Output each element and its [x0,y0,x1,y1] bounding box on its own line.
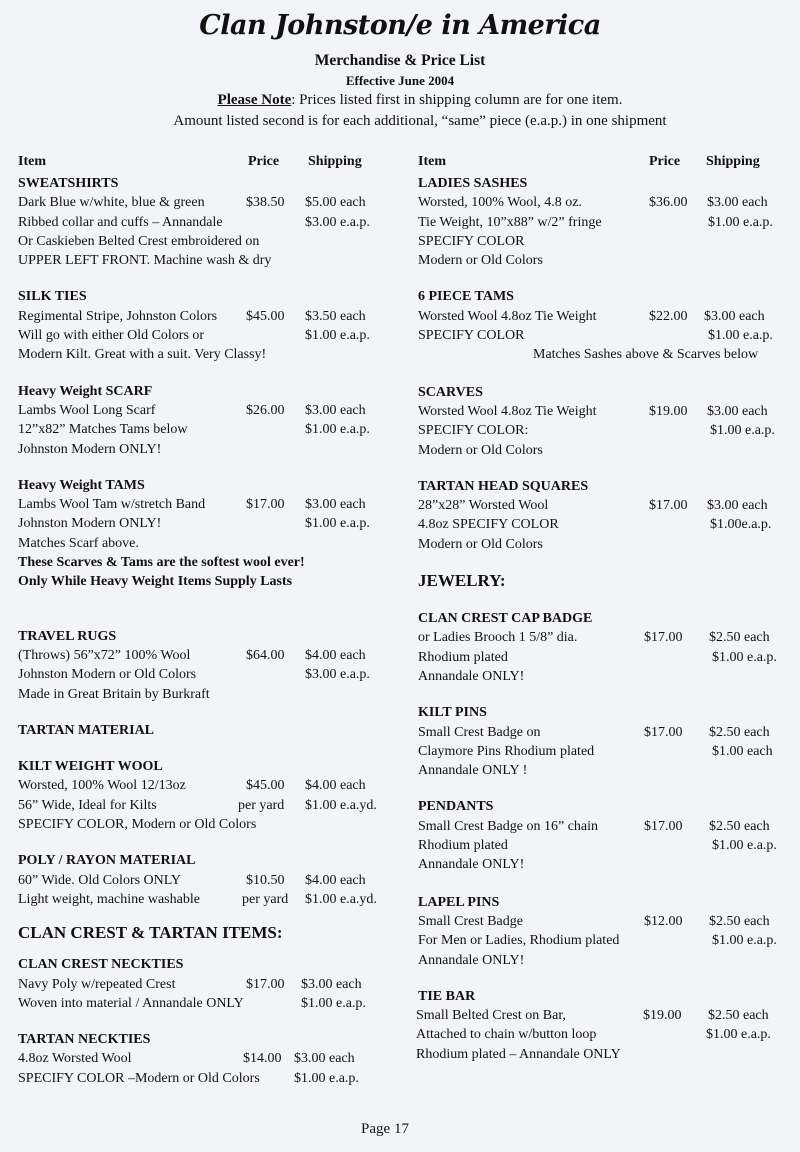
section-poly-rayon [18,851,400,909]
item-desc: SPECIFY COLOR, Modern or Old Colors [18,817,257,833]
section-title: KILT WEIGHT WOOL [18,759,163,775]
right-column [418,152,790,1064]
item-desc: Johnston Modern ONLY! [18,441,162,457]
shipping-eap: $1.00 each [712,743,773,759]
shipping-eap: $1.00 e.a.yd. [305,797,377,813]
item-desc: Annandale ONLY ! [418,763,528,779]
shipping-eap: $1.00 e.a.yd. [305,891,377,907]
section-title: SILK TIES [18,289,87,305]
shipping-eap: $3.00 e.a.p. [305,667,370,683]
column-header-right [418,152,790,174]
item-price: $19.00 [643,1008,682,1024]
item-desc: Johnston Modern or Old Colors [18,667,197,683]
item-price: $22.00 [649,308,688,324]
section-6-piece-tams [418,287,790,364]
item-desc: Worsted, 100% Wool 12/13oz [18,778,186,794]
item-desc: 60” Wide. Old Colors ONLY [18,872,182,888]
price-unit: per yard [242,891,289,907]
shipping-each: $3.00 each [707,195,768,211]
shipping-eap: $1.00 e.a.p. [712,838,777,854]
item-desc: Woven into material / Annandale ONLY [18,995,244,1011]
shipping-each: $2.50 each [709,630,770,646]
section-title: PENDANTS [418,799,494,815]
note-line-1 [0,92,800,109]
shipping-each: $3.00 each [305,402,366,418]
item-desc: Worsted Wool 4.8oz Tie Weight [418,308,597,324]
section-silk-ties [18,287,400,364]
section-title: CLAN CREST NECKTIES [18,957,184,973]
shipping-each: $3.00 each [294,1051,355,1067]
col-shipping-header: Shipping [308,154,362,169]
item-desc: Modern or Old Colors [418,536,543,552]
section-title: LAPEL PINS [418,894,500,910]
item-price: $45.00 [246,308,285,324]
item-desc: Annandale ONLY! [418,952,525,968]
section-scarves [418,383,790,460]
item-desc: 56” Wide, Ideal for Kilts [18,797,157,813]
shipping-each: $2.50 each [709,818,770,834]
item-desc: 28”x28” Worsted Wool [418,498,549,514]
item-desc: 12”x82” Matches Tams below [18,422,188,438]
item-desc: Lambs Wool Tam w/stretch Band [18,497,206,513]
item-desc: UPPER LEFT FRONT. Machine wash & dry [18,253,272,269]
section-tartan-neckties [18,1030,400,1088]
section-title: TIE BAR [418,988,476,1004]
item-desc: Navy Poly w/repeated Crest [18,976,176,992]
item-desc: Lambs Wool Long Scarf [18,402,156,418]
item-desc: Dark Blue w/white, blue & green [18,195,205,211]
item-price: $36.00 [649,195,688,211]
item-desc: Worsted, 100% Wool, 4.8 oz. [418,195,582,211]
item-desc: SPECIFY COLOR –Modern or Old Colors [18,1070,260,1086]
item-price: $17.00 [644,724,683,740]
item-desc: Tie Weight, 10”x88” w/2” fringe [418,214,602,230]
item-desc: Small Crest Badge on 16” chain [418,818,599,834]
effective-date: Effective June 2004 [345,73,455,88]
item-desc: Matches Sashes above & Scarves below [533,347,759,363]
shipping-each: $3.00 each [704,308,765,324]
col-item-header: Item [418,154,446,169]
item-desc: Modern or Old Colors [418,442,543,458]
highlight-note: Only While Heavy Weight Items Supply Lasts [18,574,293,590]
section-cap-badge [418,609,790,686]
item-price: $64.00 [246,647,285,663]
item-desc: Regimental Stripe, Johnston Colors [18,308,218,324]
item-desc: 4.8oz Worsted Wool [18,1051,132,1067]
shipping-eap: $1.00e.a.p. [710,517,772,533]
item-price: $10.50 [246,872,285,888]
item-price: $17.00 [644,630,683,646]
item-price: $17.00 [246,497,285,513]
col-shipping-header: Shipping [706,154,760,169]
section-title: LADIES SASHES [418,176,528,191]
shipping-eap: $1.00 e.a.p. [294,1070,359,1086]
item-price: $17.00 [246,976,285,992]
item-desc: Modern or Old Colors [418,253,543,269]
item-desc: 4.8oz SPECIFY COLOR [418,517,559,533]
item-price: $45.00 [246,778,285,794]
shipping-eap: $1.00 e.a.p. [305,516,370,532]
section-ladies-sashes [418,174,790,270]
section-pendants [418,797,790,874]
section-title: TARTAN MATERIAL [18,722,155,738]
section-travel-rugs [18,627,400,704]
page-subtitle: Merchandise & Price List [314,52,486,69]
item-desc: Annandale ONLY! [418,857,525,873]
section-lapel-pins [418,893,790,970]
shipping-each: $5.00 each [305,195,366,211]
item-desc: Modern Kilt. Great with a suit. Very Classy! [18,347,267,363]
section-title: TARTAN HEAD SQUARES [418,478,589,494]
section-title: Heavy Weight TAMS [18,477,145,493]
column-header-left [18,152,400,174]
section-sweatshirts [18,174,400,270]
item-desc: Annandale ONLY! [418,668,525,684]
section-tie-bar [418,987,790,1064]
item-desc: Rhodium plated [418,838,508,854]
shipping-each: $4.00 each [305,872,366,888]
shipping-eap: $1.00 e.a.p. [712,933,777,949]
shipping-eap: $1.00 e.a.p. [706,1027,771,1043]
item-desc: or Ladies Brooch 1 5/8” dia. [418,630,578,646]
shipping-each: $2.50 each [708,1008,769,1024]
col-price-header: Price [649,154,681,169]
item-desc: Attached to chain w/button loop [416,1027,597,1043]
item-desc: For Men or Ladies, Rhodium plated [418,933,620,949]
left-column [18,152,400,1088]
col-item-header: Item [18,154,46,169]
section-title: KILT PINS [418,705,487,721]
item-desc: Matches Scarf above. [18,535,139,551]
item-desc: SPECIFY COLOR: [418,423,529,439]
shipping-each: $4.00 each [305,778,366,794]
shipping-each: $4.00 each [305,647,366,663]
section-title: Heavy Weight SCARF [18,383,153,399]
highlight-note: These Scarves & Tams are the softest wool ever! [18,555,305,571]
item-desc: (Throws) 56”x72” 100% Wool [18,647,191,663]
section-clan-crest-items [18,923,400,947]
section-title: JEWELRY: [418,571,506,591]
section-title: SWEATSHIRTS [18,176,119,191]
item-price: $12.00 [644,913,683,929]
item-desc: Small Crest Badge [418,913,523,929]
section-title: 6 PIECE TAMS [418,289,514,305]
item-desc: Small Crest Badge on [418,724,541,740]
section-title: TRAVEL RUGS [18,628,117,644]
item-price: $19.00 [649,403,688,419]
page-number: Page 17 [361,1121,409,1137]
section-tartan-head-squares [418,477,790,554]
shipping-eap: $3.00 e.a.p. [305,214,370,230]
section-kilt-pins [418,703,790,780]
page-title: Clan Johnston/e in America [199,10,601,41]
section-title: CLAN CREST CAP BADGE [418,611,593,627]
section-title: CLAN CREST & TARTAN ITEMS: [18,923,283,943]
item-desc: Worsted Wool 4.8oz Tie Weight [418,403,597,419]
item-desc: Johnston Modern ONLY! [18,516,162,532]
note-text-1: : Prices listed first in shipping column are for one item. [291,92,623,108]
shipping-eap: $1.00 e.a.p. [305,328,370,344]
section-heavy-tams [18,476,400,592]
item-price: $14.00 [243,1051,282,1067]
shipping-eap: $1.00 e.a.p. [712,649,777,665]
item-price: $17.00 [649,498,688,514]
item-desc: SPECIFY COLOR [418,233,525,249]
item-desc: Rhodium plated [418,649,508,665]
section-jewelry [418,571,790,595]
note-label: Please Note [217,92,292,108]
item-desc: Small Belted Crest on Bar, [416,1008,566,1024]
section-title: POLY / RAYON MATERIAL [18,853,196,869]
shipping-each: $3.00 each [707,403,768,419]
shipping-each: $2.50 each [709,724,770,740]
section-heavy-scarf [18,382,400,459]
shipping-each: $3.00 each [305,497,366,513]
item-desc: Light weight, machine washable [18,891,200,907]
item-desc: SPECIFY COLOR [418,328,525,344]
section-kilt-weight-wool [18,757,400,834]
note-line-2: Amount listed second is for each additional, “same” piece (e.a.p.) in one shipment [173,113,667,129]
shipping-eap: $1.00 e.a.p. [708,214,773,230]
shipping-eap: $1.00 e.a.p. [710,423,775,439]
shipping-each: $2.50 each [709,913,770,929]
price-unit: per yard [238,797,285,813]
shipping-eap: $1.00 e.a.p. [301,995,366,1011]
shipping-each: $3.50 each [305,308,366,324]
item-desc: Rhodium plated – Annandale ONLY [416,1046,621,1062]
shipping-each: $3.00 each [301,976,362,992]
shipping-eap: $1.00 e.a.p. [708,328,773,344]
col-price-header: Price [248,154,280,169]
item-price: $26.00 [246,402,285,418]
shipping-each: $3.00 each [707,498,768,514]
item-desc: Made in Great Britain by Burkraft [18,686,210,702]
section-crest-neckties [18,955,400,1013]
item-desc: Ribbed collar and cuffs – Annandale [18,214,223,230]
section-tartan-material [18,721,400,740]
item-price: $17.00 [644,818,683,834]
section-title: TARTAN NECKTIES [18,1032,151,1048]
item-desc: Will go with either Old Colors or [18,328,205,344]
item-desc: Or Caskieben Belted Crest embroidered on [18,233,260,249]
section-title: SCARVES [418,384,483,400]
item-price: $38.50 [246,195,285,211]
item-desc: Claymore Pins Rhodium plated [418,743,595,759]
shipping-eap: $1.00 e.a.p. [305,422,370,438]
